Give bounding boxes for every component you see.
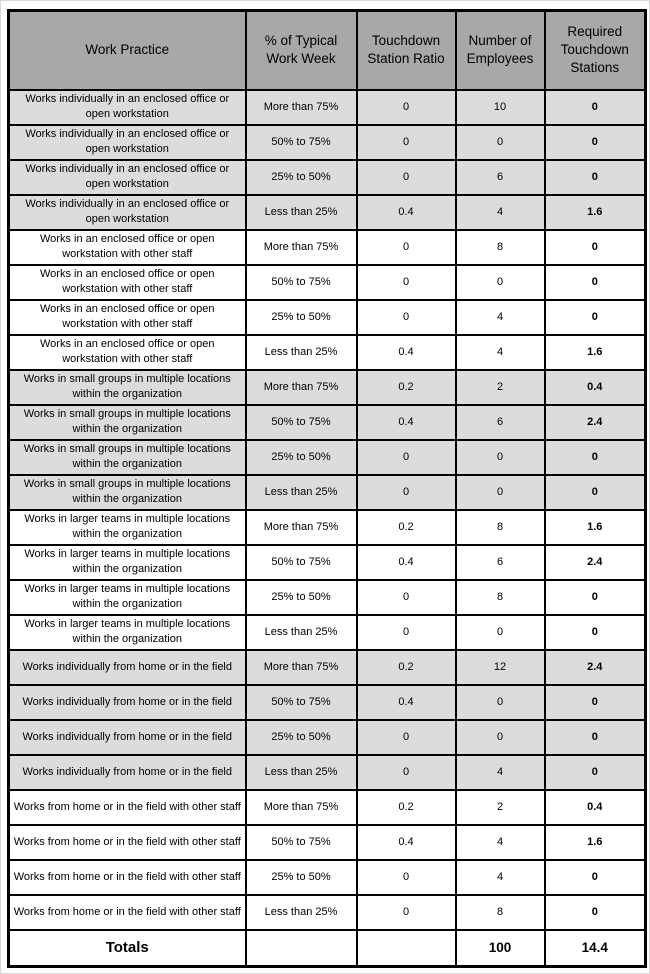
work-practice-cell: Works individually in an enclosed office or open workstation [9,160,246,195]
employees-cell: 4 [456,300,545,335]
work-practice-cell: Works in an enclosed office or open workstation with other staff [9,230,246,265]
required-cell: 0 [545,895,646,930]
table-footer [9,930,646,967]
work-practice-cell: Works in larger teams in multiple locations within the organization [9,510,246,545]
employees-cell: 12 [456,650,545,685]
required-cell: 0 [545,860,646,895]
table-row [9,580,646,615]
table-row [9,790,646,825]
work-practice-cell: Works in an enclosed office or open workstation with other staff [9,335,246,370]
ratio-cell: 0.4 [357,195,456,230]
ratio-cell: 0.4 [357,335,456,370]
employees-cell: 4 [456,335,545,370]
work-practice-cell: Works in small groups in multiple locations within the organization [9,440,246,475]
table-row [9,545,646,580]
work-practice-cell: Works individually from home or in the field [9,650,246,685]
required-cell: 0 [545,755,646,790]
required-cell: 1.6 [545,825,646,860]
work-practice-cell: Works individually from home or in the field [9,685,246,720]
ratio-cell: 0 [357,580,456,615]
work-week-cell: More than 75% [246,370,357,405]
required-cell: 0 [545,90,646,125]
table-row [9,860,646,895]
required-cell: 2.4 [545,405,646,440]
required-cell: 1.6 [545,510,646,545]
required-cell: 0 [545,580,646,615]
work-practice-cell: Works from home or in the field with other staff [9,860,246,895]
work-practice-cell: Works in an enclosed office or open workstation with other staff [9,300,246,335]
work-week-cell: 25% to 50% [246,720,357,755]
table-row [9,195,646,230]
ratio-cell: 0 [357,615,456,650]
table-row [9,615,646,650]
totals-ratio-cell-empty [357,930,456,967]
table-row [9,755,646,790]
employees-cell: 0 [456,440,545,475]
employees-cell: 8 [456,895,545,930]
work-week-cell: 50% to 75% [246,125,357,160]
totals-work-week-cell-empty [246,930,357,967]
required-cell: 0 [545,265,646,300]
header-required-touchdown-stations: Required Touchdown Stations [545,11,646,90]
employees-cell: 4 [456,195,545,230]
employees-cell: 10 [456,90,545,125]
ratio-cell: 0.2 [357,650,456,685]
work-week-cell: More than 75% [246,510,357,545]
employees-cell: 6 [456,405,545,440]
employees-cell: 4 [456,755,545,790]
work-week-cell: More than 75% [246,90,357,125]
required-cell: 0 [545,125,646,160]
work-practice-cell: Works individually from home or in the field [9,755,246,790]
work-week-cell: Less than 25% [246,195,357,230]
table-row [9,160,646,195]
work-week-cell: 25% to 50% [246,440,357,475]
work-practice-cell: Works from home or in the field with other staff [9,895,246,930]
work-week-cell: 25% to 50% [246,160,357,195]
required-cell: 2.4 [545,650,646,685]
employees-cell: 4 [456,860,545,895]
header-number-of-employees: Number of Employees [456,11,545,90]
table-row [9,475,646,510]
required-cell: 0 [545,440,646,475]
work-week-cell: Less than 25% [246,475,357,510]
header-touchdown-station-ratio: Touchdown Station Ratio [357,11,456,90]
ratio-cell: 0 [357,440,456,475]
totals-employees-cell: 100 [456,930,545,967]
table-row [9,440,646,475]
employees-cell: 0 [456,475,545,510]
required-cell: 0 [545,685,646,720]
work-practice-cell: Works in small groups in multiple locations within the organization [9,370,246,405]
work-practice-cell: Works in larger teams in multiple locations within the organization [9,580,246,615]
work-week-cell: 50% to 75% [246,825,357,860]
table-header [9,11,646,90]
header-percent-work-week: % of Typical Work Week [246,11,357,90]
employees-cell: 6 [456,160,545,195]
work-practice-cell: Works in small groups in multiple locations within the organization [9,405,246,440]
ratio-cell: 0.4 [357,405,456,440]
work-practice-cell: Works from home or in the field with other staff [9,825,246,860]
work-practice-cell: Works in small groups in multiple locations within the organization [9,475,246,510]
employees-cell: 2 [456,370,545,405]
table-row [9,685,646,720]
work-practice-cell: Works individually in an enclosed office or open workstation [9,125,246,160]
employees-cell: 4 [456,825,545,860]
employees-cell: 6 [456,545,545,580]
header-work-practice: Work Practice [9,11,246,90]
table-row [9,300,646,335]
required-cell: 0 [545,300,646,335]
work-week-cell: More than 75% [246,230,357,265]
work-week-cell: Less than 25% [246,335,357,370]
ratio-cell: 0 [357,475,456,510]
ratio-cell: 0 [357,860,456,895]
required-cell: 0 [545,615,646,650]
required-cell: 0.4 [545,790,646,825]
work-practice-cell: Works in larger teams in multiple locations within the organization [9,615,246,650]
work-week-cell: Less than 25% [246,755,357,790]
work-week-cell: Less than 25% [246,615,357,650]
table-row [9,510,646,545]
required-cell: 2.4 [545,545,646,580]
table-row [9,825,646,860]
touchdown-station-table [7,9,647,968]
employees-cell: 8 [456,580,545,615]
ratio-cell: 0.4 [357,825,456,860]
ratio-cell: 0 [357,160,456,195]
ratio-cell: 0 [357,300,456,335]
totals-label-cell: Totals [9,930,246,967]
ratio-cell: 0 [357,895,456,930]
work-practice-cell: Works in larger teams in multiple locations within the organization [9,545,246,580]
table-row [9,125,646,160]
work-practice-cell: Works individually from home or in the field [9,720,246,755]
work-week-cell: More than 75% [246,790,357,825]
table-row [9,90,646,125]
work-week-cell: More than 75% [246,650,357,685]
ratio-cell: 0.2 [357,370,456,405]
work-week-cell: 50% to 75% [246,685,357,720]
ratio-cell: 0 [357,230,456,265]
required-cell: 1.6 [545,195,646,230]
table-row [9,265,646,300]
employees-cell: 0 [456,615,545,650]
ratio-cell: 0 [357,90,456,125]
required-cell: 0 [545,720,646,755]
employees-cell: 0 [456,265,545,300]
employees-cell: 0 [456,685,545,720]
work-practice-cell: Works individually in an enclosed office or open workstation [9,90,246,125]
ratio-cell: 0.2 [357,510,456,545]
ratio-cell: 0.4 [357,545,456,580]
table-row [9,650,646,685]
ratio-cell: 0 [357,125,456,160]
ratio-cell: 0.4 [357,685,456,720]
ratio-cell: 0.2 [357,790,456,825]
employees-cell: 2 [456,790,545,825]
work-week-cell: 25% to 50% [246,580,357,615]
table-row [9,895,646,930]
required-cell: 0 [545,475,646,510]
work-week-cell: 25% to 50% [246,300,357,335]
table-body [9,90,646,930]
required-cell: 0.4 [545,370,646,405]
required-cell: 0 [545,230,646,265]
table-row [9,405,646,440]
required-cell: 1.6 [545,335,646,370]
ratio-cell: 0 [357,720,456,755]
ratio-cell: 0 [357,265,456,300]
work-week-cell: 25% to 50% [246,860,357,895]
work-practice-cell: Works individually in an enclosed office or open workstation [9,195,246,230]
employees-cell: 8 [456,230,545,265]
totals-required-cell: 14.4 [545,930,646,967]
work-week-cell: 50% to 75% [246,405,357,440]
work-week-cell: 50% to 75% [246,545,357,580]
table-row [9,370,646,405]
work-week-cell: 50% to 75% [246,265,357,300]
table-row [9,720,646,755]
employees-cell: 0 [456,125,545,160]
table-row [9,335,646,370]
ratio-cell: 0 [357,755,456,790]
work-practice-cell: Works in an enclosed office or open workstation with other staff [9,265,246,300]
work-week-cell: Less than 25% [246,895,357,930]
totals-row [9,930,646,967]
employees-cell: 8 [456,510,545,545]
employees-cell: 0 [456,720,545,755]
work-practice-cell: Works from home or in the field with other staff [9,790,246,825]
table-row [9,230,646,265]
required-cell: 0 [545,160,646,195]
